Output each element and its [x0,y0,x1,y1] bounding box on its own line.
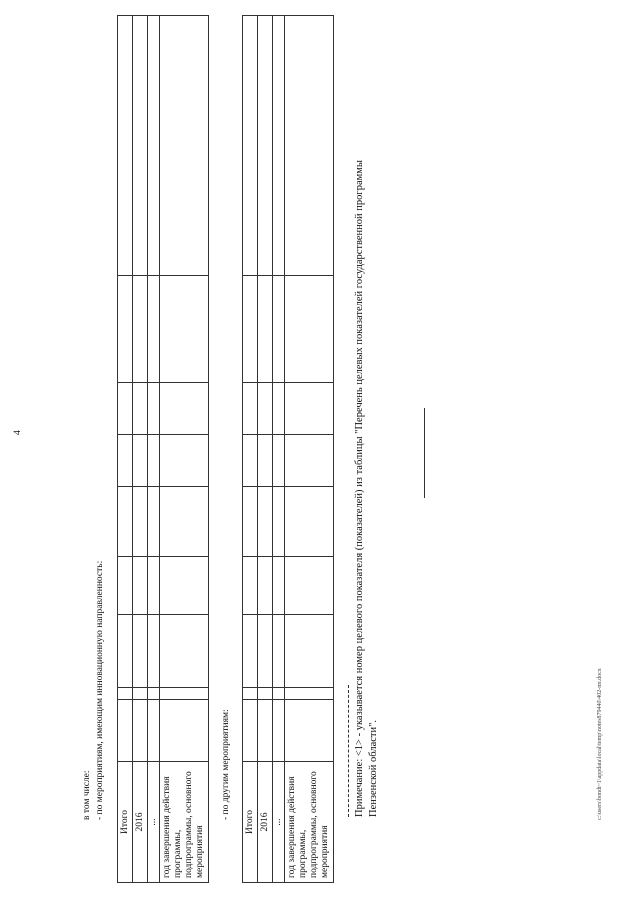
innovation-table-cell [148,688,160,700]
innovation-table-row [133,16,148,883]
other-table-cell [258,16,273,276]
innovation-table-cell [159,383,208,435]
other-table-row-label: 2016 [258,762,273,883]
other-table [242,15,334,883]
innovation-table-row-label: год завершения действия программы, подпрограммы, основного мероприятия [159,762,208,883]
other-table-cell [273,557,285,615]
innovation-table-cell [133,276,148,383]
innovation-table-cell [118,615,133,688]
other-table-cell [258,700,273,762]
footnote-separator [348,685,349,817]
innovation-table-cell [133,688,148,700]
innovation-table [117,15,209,883]
innovation-table-cell [159,700,208,762]
innovation-table-cell [118,700,133,762]
innovation-table-cell [148,615,160,688]
innovation-table-cell [148,700,160,762]
other-table-cell [273,276,285,383]
innovation-table-cell [133,435,148,487]
innovation-table-cell [133,700,148,762]
other-table-row-label: год завершения действия программы, подпрограммы, основного мероприятия [284,762,333,883]
file-path: c:\users\bondt~1\appdata\local\temp\notes879440\402-пп.docx [597,668,603,820]
other-table-cell [284,688,333,700]
innovation-table-cell [133,557,148,615]
innovation-table-row [148,16,160,883]
other-table-cell [243,700,258,762]
other-table-cell [258,688,273,700]
other-table-cell [243,435,258,487]
other-table-cell [273,487,285,557]
innovation-table-cell [148,435,160,487]
other-table-cell [284,557,333,615]
other-table-cell [273,700,285,762]
innovation-table-cell [118,487,133,557]
other-table-cell [243,276,258,383]
intro-text: в том числе: [82,770,92,820]
other-table-cell [258,276,273,383]
other-table-cell [273,688,285,700]
section-other-label: - по другим мероприятиям: [221,709,231,820]
innovation-table-cell [133,615,148,688]
other-table-cell [243,383,258,435]
innovation-table-cell [148,487,160,557]
other-table-cell [273,383,285,435]
other-table-cell [258,487,273,557]
other-table-cell [258,615,273,688]
innovation-table-cell [148,276,160,383]
other-table-row [273,16,285,883]
innovation-table-cell [118,16,133,276]
other-table-row [243,16,258,883]
innovation-table-cell [148,383,160,435]
other-table-cell [258,557,273,615]
innovation-table-cell [148,16,160,276]
signature-line [424,408,425,498]
other-table-cell [243,557,258,615]
innovation-table-row [118,16,133,883]
other-table-row [258,16,273,883]
other-table-row-label: Итого [243,762,258,883]
other-table-cell [284,615,333,688]
other-table-cell [258,435,273,487]
innovation-table-cell [159,487,208,557]
other-table-cell [243,615,258,688]
other-table-cell [284,435,333,487]
innovation-table-cell [159,276,208,383]
innovation-table-cell [133,383,148,435]
other-table-cell [273,16,285,276]
other-table-row-label: ... [273,762,285,883]
innovation-table-row-label: 2016 [133,762,148,883]
other-table-cell [273,435,285,487]
other-table-cell [284,383,333,435]
other-table-cell [284,487,333,557]
innovation-table-row-label: ... [148,762,160,883]
innovation-table-row [159,16,208,883]
innovation-table-row-label: Итого [118,762,133,883]
other-table-cell [284,276,333,383]
other-table-cell [243,16,258,276]
other-table-cell [243,487,258,557]
page-number: 4 [13,430,23,435]
innovation-table-cell [118,557,133,615]
section-innovation-label: - по мероприятиям, имеющим инновационную направленность: [95,560,105,820]
innovation-table-cell [148,557,160,615]
other-table-cell [273,615,285,688]
innovation-table-cell [159,16,208,276]
innovation-table-cell [118,435,133,487]
innovation-table-cell [118,276,133,383]
other-table-cell [284,700,333,762]
innovation-table-cell [159,435,208,487]
footnote-line-2: Пензенской области". [368,719,379,817]
footnote-line-1: Примечание: <1> - указывается номер целевого показателя (показателей) из таблицы "Перечень целевых показателей государственной программы [354,160,365,817]
innovation-table-cell [133,487,148,557]
innovation-table-cell [133,16,148,276]
other-table-cell [258,383,273,435]
other-table-row [284,16,333,883]
other-table-cell [243,688,258,700]
innovation-table-cell [159,557,208,615]
other-table-cell [284,16,333,276]
innovation-table-cell [159,615,208,688]
innovation-table-cell [118,688,133,700]
innovation-table-cell [159,688,208,700]
innovation-table-cell [118,383,133,435]
